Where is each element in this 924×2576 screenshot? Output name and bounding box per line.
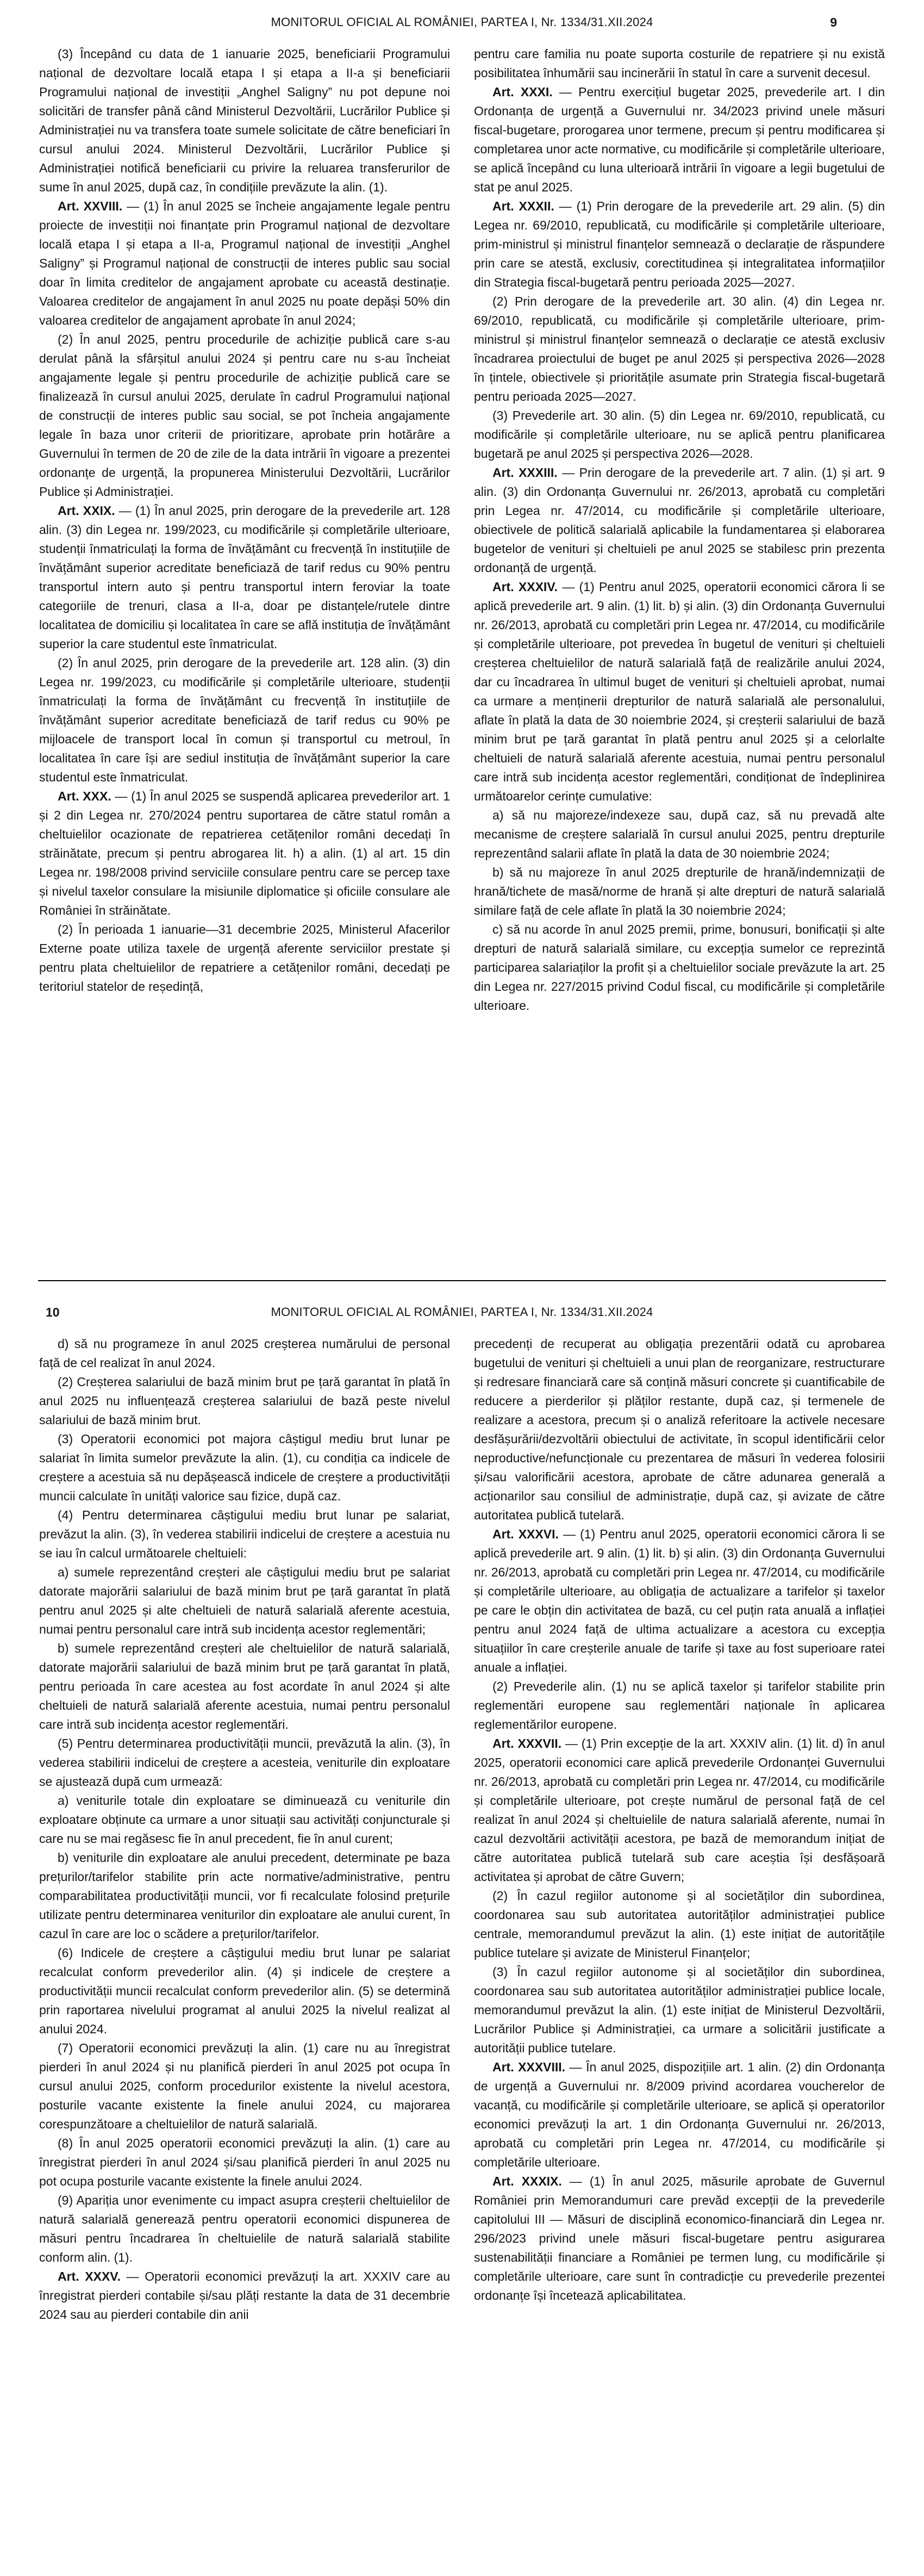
text-columns <box>39 45 885 1015</box>
body-paragraph: (3) În cazul regiilor autonome și al societăților din subordinea, coordonarea sau sub autoritatea autorităților administrației publice locale, memorandumul prevăzut la alin. (1) este inițiat de Ministerul Dezvoltării, Lucrărilor Publice și Administrației, ca urmare a solicitării justificate a autorității publice tutelare. <box>474 1965 885 2055</box>
article-label: Art. XXXIX. <box>492 2174 562 2188</box>
body-paragraph: (2) În anul 2025, pentru procedurile de achiziție publică care s-au derulat până la sfârșitul anului 2024 și pentru care nu s-au încheiat angajamente legale și pentru procedurile de achiziție publică care se finalizează în cursul anului 2025, derulate în cadrul Programului național de construcții de interes public sau social, se pot încheia angajamente legale în baza unor criterii de prioritizare, aprobate prin hotărâre a Guvernului în termen de 20 de zile de la data intrării în vigoare a prezentei ordonanțe de urgență, la propunerea Ministerului Dezvoltării, Lucrărilor Publice și Administrației. <box>39 332 450 499</box>
article-paragraph: Art. XXXVIII. — În anul 2025, dispozițiile art. 1 alin. (2) din Ordonanța de urgență a Guvernului nr. 8/2009 privind acordarea voucherelor de vacanță, cu modificările și completările ulterioare, se aplică și operatorilor economici prevăzuți la art. 1 din Ordonanța Guvernului nr. 26/2013, aprobată cu completări prin Legea nr. 47/2014, cu modificările și completările ulterioare. <box>474 2060 885 2169</box>
body-paragraph: b) sumele reprezentând creșteri ale cheltuielilor de natură salarială, datorate majorării salariului de bază minim brut pe țară garantat în plată, pentru perioada în care acestea au fost acordate în anul 2024 și alte cheltuieli de natură salarială aferente acestuia, numai pentru personalul care intră sub incidența acestor reglementări. <box>39 1641 450 1731</box>
article-label: Art. XXXII. <box>492 199 554 213</box>
body-paragraph: (2) În perioada 1 ianuarie—31 decembrie 2025, Ministerul Afacerilor Externe poate utiliza taxele de urgență aferente serviciilor prestate și pentru plata cheltuielilor de repatriere a cetățenilor români, decedați pe teritoriul statelor de reședință, <box>39 922 450 994</box>
body-paragraph: b) să nu majoreze în anul 2025 drepturile de hrană/indemnizații de hrană/tichete de masă/norme de hrană și alte drepturi de natură salarială similare față de cele aflate în plată la 30 noiembrie 2024; <box>474 865 885 917</box>
column-right <box>474 1334 885 2324</box>
body-paragraph: c) să nu acorde în anul 2025 premii, prime, bonusuri, bonificații și alte drepturi de natură salarială similare, cu excepția sumelor ce reprezintă participarea salariaților la profit și a cheltuielilor sociale prevăzute la art. 25 din Legea nr. 227/2015 privind Codul fiscal, cu modificările și completările ulterioare. <box>474 922 885 1013</box>
article-paragraph: Art. XXIX. — (1) În anul 2025, prin derogare de la prevederile art. 128 alin. (3) din Legea nr. 199/2023, cu modificările și completările ulterioare, studenții înmatriculați la forma de învățământ cu frecvență în instituțiile de învățământ superior acreditate beneficiază de tarif redus cu 90% pentru transportul intern auto și pentru transportul intern feroviar la toate categoriile de trenuri, clasa a II-a, doar pe distanțele/rutele dintre localitatea de domiciliu și localitatea în care se află instituția de învățământ superior la care studentul este înmatriculat. <box>39 504 450 651</box>
article-paragraph: Art. XXX. — (1) În anul 2025 se suspendă aplicarea prevederilor art. 1 și 2 din Legea nr. 270/2024 pentru suportarea de către statul român a cheltuielilor ocazionate de repatrierea cetățenilor români decedați în străinătate, precum și pentru abrogarea lit. h) a alin. (1) al art. 15 din Legea nr. 198/2008 privind serviciile consulare pentru care se percep taxe și nivelul taxelor consulare la misiunile diplomatice și oficiile consulare ale României în străinătate. <box>39 789 451 917</box>
body-paragraph: precedenți de recuperat au obligația prezentării odată cu aprobarea bugetului de venituri și cheltuieli a unui plan de reorganizare, restructurare și redresare financiară care să conțină măsuri concrete și cuantificabile de reducere a pierderilor și plăților restante, după caz, și termenele de realizare a acestora, precum și o analiză referitoare la activele necesare desfășurării/dezvoltării obiectului de activitate, în scopul identificării celor neproductive/nefuncționale cu prezentarea de măsuri în vederea folosirii și/sau valorificării acestora, aprobate de către adunarea generală a acționarilor sau consiliul de administrație, după caz, și avizate de către autoritatea publică tutelară. <box>474 1337 885 1522</box>
running-header <box>39 15 885 29</box>
column-right <box>474 45 885 1015</box>
column-left <box>39 45 450 1015</box>
article-paragraph: Art. XXVIII. — (1) În anul 2025 se încheie angajamente legale pentru proiecte de investiții noi finanțate prin Programul național de dezvoltare locală etapa I și etapa a II-a, Programul național de investiții „Anghel Saligny” și Programul național de construcții de interes public sau social doar în limita creditelor de angajament aprobate cu această destinație. Valoarea creditelor de angajament în anul 2025 nu poate depăși 50% din valoarea creditelor de angajament aprobate în anul 2024; <box>39 199 450 327</box>
body-paragraph: (9) Apariția unor evenimente cu impact asupra creșterii cheltuielilor de natură salarială generează pentru operatorii economici dispunerea de măsuri pentru încadrarea în cheltuielile de natură salarială stabilite conform alin. (1). <box>39 2193 450 2264</box>
page-number: 9 <box>830 15 837 29</box>
body-paragraph: (2) Creșterea salariului de bază minim brut pe țară garantat în plată în anul 2025 nu influențează creșterea salariului de bază peste nivelul salariului de bază minim brut. <box>39 1375 450 1427</box>
header-title: MONITORUL OFICIAL AL ROMÂNIEI, PARTEA I, Nr. 1334/31.XII.2024 <box>271 15 653 29</box>
article-label: Art. XXXIV. <box>492 580 558 594</box>
body-paragraph: (3) Începând cu data de 1 ianuarie 2025, beneficiarii Programului național de dezvoltare locală etapa I și etapa a II-a și beneficiarii Programului național de investiții „Anghel Saligny” nu pot depune noi solicitări de transfer până când Ministerul Dezvoltării, Lucrărilor Publice și Administrației nu va transfera toate sumele solicitate de către beneficiari în cursul anului 2024. Ministerul Dezvoltării, Lucrărilor Publice și Administrației notifică beneficiarii cu privire la reluarea transferurilor de sume în anul 2025, după caz, în condițiile prevăzute la alin. (1). <box>39 47 450 194</box>
article-paragraph: Art. XXXVI. — (1) Pentru anul 2025, operatorii economici cărora li se aplică prevederile art. 9 alin. (1) lit. b) și alin. (3) din Ordonanța Guvernului nr. 26/2013, aprobată cu completări prin Legea nr. 47/2014, cu modificările și completările ulterioare, au obligația de actualizare a tarifelor și taxelor pe care le obțin din activitatea de bază, cu cel puțin rata anuală a inflației pentru anul 2024 față de ultima actualizare a acestora cu excepția situațiilor în care creșterile anuale de tarife și taxe au fost superioare ratei anuale a inflației. <box>474 1527 885 1674</box>
article-paragraph: Art. XXXI. — Pentru exercițiul bugetar 2025, prevederile art. I din Ordonanța de urgență a Guvernului nr. 34/2023 privind unele măsuri fiscal-bugetare, prorogarea unor termene, precum și pentru modificarea și completarea unor acte normative, cu modificările și completările ulterioare, se aplică începând cu luna ulterioară intrării în vigoare a legii bugetului de stat pe anul 2025. <box>474 85 885 194</box>
article-label: Art. XXXV. <box>58 2269 121 2283</box>
article-label: Art. XXXVI. <box>492 1527 559 1541</box>
article-label: Art. XXX. <box>58 789 111 803</box>
body-paragraph: (2) În anul 2025, prin derogare de la prevederile art. 128 alin. (3) din Legea nr. 199/2023, cu modificările și completările ulterioare, studenții înmatriculați la forma de învățământ cu frecvență în instituțiile de învățământ superior acreditate beneficiază de tarif redus cu 90% pe mijloacele de transport local în comun și transportul cu metroul, în localitatea în care își are sediul instituția de învățământ superior la care studentul este înmatriculat. <box>39 656 450 784</box>
body-paragraph: (6) Indicele de creștere a câștigului mediu brut lunar pe salariat recalculat conform prevederilor alin. (4) și indicele de creștere a productivității muncii recalculat conform prevederilor alin. (5) se determină prin raportarea nivelului programat al anului 2025 la nivelul realizat al anului 2024. <box>39 1946 450 2036</box>
column-left <box>39 1334 450 2324</box>
header-title: MONITORUL OFICIAL AL ROMÂNIEI, PARTEA I, Nr. 1334/31.XII.2024 <box>271 1305 653 1319</box>
running-header <box>39 1305 885 1319</box>
article-paragraph: Art. XXXIV. — (1) Pentru anul 2025, operatorii economici cărora li se aplică prevederile art. 9 alin. (1) lit. b) și alin. (3) din Ordonanța Guvernului nr. 26/2013, aprobată cu completări prin Legea nr. 47/2014, cu modificările și completările ulterioare, pot prevedea în bugetul de venituri și cheltuieli creșterea cheltuielilor de natură salarială față de realizările anului 2024, dar cu încadrarea în ultimul buget de venituri și cheltuieli aprobat, numai ca urmare a menținerii drepturilor de natură salarială ale personalului, aflate în plată la data de 30 noiembrie 2024, și creșterii salariului de bază minim brut pe țară garantat în plată pentru anul 2025 și a celorlalte cheltuieli de natură salarială aferente acestuia, numai pentru personalul care intră sub incidența acestor reglementări, condiționat de îndeplinirea următoarelor cerințe cumulative: <box>474 580 885 803</box>
body-paragraph: a) veniturile totale din exploatare se diminuează cu veniturile din exploatare obținute ca urmare a unor situații sau activități conjuncturale și care nu se mai regăsesc fie în anul precedent, fie în anul curent; <box>39 1793 450 1846</box>
body-paragraph: (5) Pentru determinarea productivității muncii, prevăzută la alin. (3), în vederea stabilirii indicelui de creștere a acesteia, veniturile din exploatare se ajustează după cum urmează: <box>39 1736 450 1789</box>
body-paragraph: a) sumele reprezentând creșteri ale câștigului mediu brut pe salariat datorate majorării salariului de bază minim brut pe țară garantat în plată pentru anul 2025 și alte cheltuieli de natură salarială aferente acestuia, numai pentru personalul care intră sub incidența acestor reglementări; <box>39 1565 450 1636</box>
body-paragraph: (3) Prevederile art. 30 alin. (5) din Legea nr. 69/2010, republicată, cu modificările și completările ulterioare, nu se aplică pentru planificarea bugetară pe anul 2025 și perspectiva 2026—2028. <box>474 408 885 461</box>
article-paragraph: Art. XXXIII. — Prin derogare de la prevederile art. 7 alin. (1) și art. 9 alin. (3) din Ordonanța Guvernului nr. 26/2013, aprobată cu completări prin Legea nr. 47/2014, cu modificările și completările ulterioare, obiectivele de politică salarială aplicabile la fundamentarea și elaborarea bugetelor de venituri și cheltuieli pe anul 2025 se stabilesc prin prezenta ordonanță de urgență. <box>474 465 885 575</box>
article-label: Art. XXXVIII. <box>492 2060 566 2074</box>
page-number: 10 <box>46 1305 60 1319</box>
body-paragraph: (7) Operatorii economici prevăzuți la alin. (1) care nu au înregistrat pierderi în anul 2024 și nu planifică pierderi în anul 2025 pot ocupa în cursul anului 2025, conform procedurilor existente la nivelul acestora, posturile vacante existente la finele anului 2024, cu majorarea corespunzătoare a cheltuielilor de natură salarială. <box>39 2041 450 2131</box>
body-paragraph: b) veniturile din exploatare ale anului precedent, determinate pe baza prețurilor/tarifelor stabilite prin acte normative/administrative, pentru comparabilitatea productivității muncii, vor fi recalculate folosind prețurile utilizate pentru determinarea veniturilor din exploatare ale anului curent, în cazul în care are loc o scădere a prețurilor/tarifelor. <box>39 1851 450 1941</box>
body-paragraph: (8) În anul 2025 operatorii economici prevăzuți la alin. (1) care au înregistrat pierderi în anul 2024 și/sau planifică pierderi în anul 2025 nu pot ocupa posturile vacante existente la finele anului 2024. <box>39 2136 450 2188</box>
article-label: Art. XXIX. <box>58 504 115 518</box>
article-paragraph: Art. XXXII. — (1) Prin derogare de la prevederile art. 29 alin. (5) din Legea nr. 69/2010, republicată, cu modificările și completările ulterioare, prim-ministrul și ministrul finanțelor semnează o declarație de răspundere prin care se atestă, exclusiv, corectitudinea și integralitatea informațiilor din Strategia fiscal-bugetară pentru perioada 2025—2027. <box>474 199 885 289</box>
article-paragraph: Art. XXXVII. — (1) Prin excepție de la art. XXXIV alin. (1) lit. d) în anul 2025, operatorii economici care aplică prevederile Ordonanței Guvernului nr. 26/2013, aprobată cu completări prin Legea nr. 47/2014, cu modificările și completările ulterioare, pot crește numărul de personal față de cel realizat în anul 2024 și cheltuielile de natura salarială aferente, numai în cazul dezvoltării activității acestora, pe bază de memorandum inițiat de către autoritatea publică tutelară sub care aceștia își desfășoară activitatea și aprobat de către Guvern; <box>474 1736 885 1884</box>
body-paragraph: pentru care familia nu poate suporta costurile de repatriere și nu există posibilitatea înhumării sau incinerării în statul în care a survenit decesul. <box>474 47 885 80</box>
page-10 <box>0 1281 924 2576</box>
article-label: Art. XXXI. <box>492 85 553 99</box>
page-9 <box>0 0 924 1280</box>
article-paragraph: Art. XXXV. — Operatorii economici prevăzuți la art. XXXIV care au înregistrat pierderi contabile și/sau plăți restante la data de 31 decembrie 2024 sau au pierderi contabile din anii <box>39 2269 450 2321</box>
text-columns <box>39 1334 885 2324</box>
body-paragraph: d) să nu programeze în anul 2025 creșterea numărului de personal față de cel realizat în anul 2024. <box>39 1337 450 1370</box>
body-paragraph: a) să nu majoreze/indexeze sau, după caz, să nu prevadă alte mecanisme de creștere salarială în cursul anului 2025, pentru drepturile reprezentând salarii aflate în plată la data de 30 noiembrie 2024; <box>474 808 885 860</box>
body-paragraph: (3) Operatorii economici pot majora câștigul mediu brut lunar pe salariat în limita sumelor prevăzute la alin. (1), cu condiția ca indicele de creștere a acestuia să nu depășească indicele de creștere a productivității muncii calculate în unități valorice sau fizice, după caz. <box>39 1432 450 1503</box>
article-label: Art. XXXVII. <box>492 1736 562 1751</box>
body-paragraph: (4) Pentru determinarea câștigului mediu brut lunar pe salariat, prevăzut la alin. (3), în vederea stabilirii indicelui de creștere a acestuia nu se iau în calcul următoarele cheltuieli: <box>39 1508 450 1560</box>
body-paragraph: (2) Prevederile alin. (1) nu se aplică taxelor și tarifelor stabilite prin reglementări europene sau reglementări naționale în aplicarea reglementărilor europene. <box>474 1679 885 1731</box>
body-paragraph: (2) În cazul regiilor autonome și al societăților din subordinea, coordonarea sau sub autoritatea autorităților administrației publice centrale, memorandumul prevăzut la alin. (1) este inițiat de autoritățile publice tutelare și avizate de Ministerul Finanțelor; <box>474 1889 885 1960</box>
article-label: Art. XXVIII. <box>58 199 123 213</box>
article-paragraph: Art. XXXIX. — (1) În anul 2025, măsurile aprobate de Guvernul României prin Memorandumuri care prevăd excepții de la prevederile capitolului III — Măsuri de disciplină economico-financiară din Legea nr. 296/2023 privind unele măsuri fiscal-bugetare pentru asigurarea sustenabilității financiare a României pe termen lung, cu modificările și completările ulterioare, care sunt în contradicție cu prevederile prezentei ordonanțe își încetează aplicabilitatea. <box>474 2174 885 2302</box>
article-label: Art. XXXIII. <box>492 465 558 480</box>
body-paragraph: (2) Prin derogare de la prevederile art. 30 alin. (4) din Legea nr. 69/2010, republicată, cu modificările și completările ulterioare, prim-ministrul și ministrul finanțelor semnează o declarație ce atestă exclusiv încadrarea proiectului de buget pe anul 2025 și perspectiva 2026—2028 în țintele, obiectivele și prioritățile asumate prin Strategia fiscal-bugetară pentru perioada 2025—2027. <box>474 294 885 404</box>
